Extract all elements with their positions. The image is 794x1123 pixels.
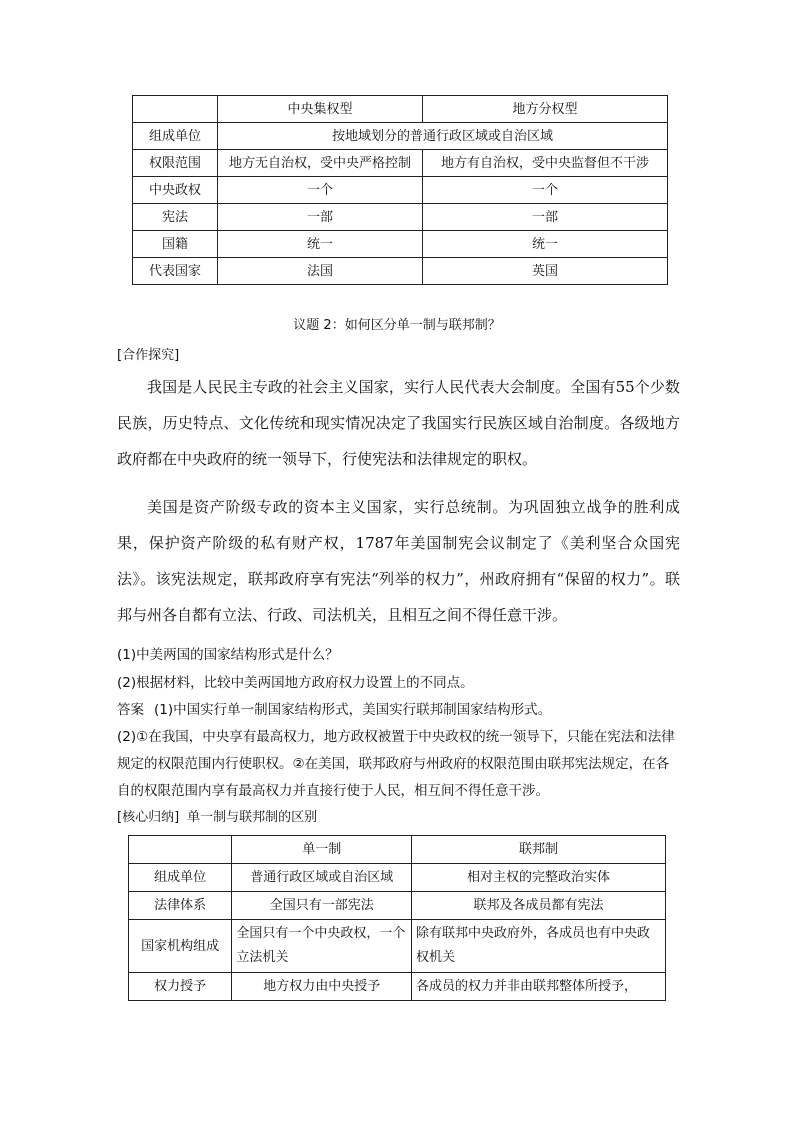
answer-label: 答案 bbox=[117, 702, 144, 718]
table-cell: 全国只有一部宪法 bbox=[232, 892, 412, 920]
table-header-row bbox=[129, 836, 666, 864]
table-cell: 相对主权的完整政治实体 bbox=[412, 864, 666, 892]
row-label: 法律体系 bbox=[129, 892, 232, 920]
table-row bbox=[129, 973, 666, 1001]
material-paragraph-china: 我国是人民民主专政的社会主义国家，实行人民代表大会制度。全国有55个少数民族，历史特点、文化传统和现实情况决定了我国实行民族区域自治制度。各级地方政府都在中央政府的统一领导下，行使宪法和法律规定的职权。 bbox=[117, 378, 680, 468]
header-cell-federal: 联邦制 bbox=[412, 836, 666, 864]
table-cell: 全国只有一个中央政权，一个立法机关 bbox=[232, 920, 412, 973]
question-2: (2)根据材料，比较中美两国地方政府权力设置上的不同点。 bbox=[117, 675, 474, 691]
table-cell: 统一 bbox=[423, 231, 668, 258]
table-cell: 地方无自治权，受中央严格控制 bbox=[218, 150, 423, 177]
row-label: 中央政权 bbox=[133, 177, 218, 204]
table-cell: 普通行政区域或自治区域 bbox=[232, 864, 412, 892]
table-cell: 除有联邦中央政府外，各成员也有中央政权机关 bbox=[412, 920, 666, 973]
answer-1-text: (1)中国实行单一制国家结构形式，美国实行联邦制国家结构形式。 bbox=[154, 702, 552, 718]
row-label: 组成单位 bbox=[133, 123, 218, 150]
table-cell: 各成员的权力并非由联邦整体所授予， bbox=[412, 973, 666, 1001]
table-cell: 一个 bbox=[218, 177, 423, 204]
unitary-vs-federal-table bbox=[128, 835, 666, 1001]
row-label: 权限范围 bbox=[133, 150, 218, 177]
centralized-vs-decentralized-table bbox=[132, 95, 668, 285]
table-cell: 法国 bbox=[218, 258, 423, 285]
table-cell: 统一 bbox=[218, 231, 423, 258]
table-row bbox=[133, 204, 668, 231]
header-cell-empty bbox=[133, 96, 218, 123]
row-label: 代表国家 bbox=[133, 258, 218, 285]
core-summary-label: [核心归纳] bbox=[117, 810, 180, 825]
answer-block bbox=[117, 697, 680, 805]
table-cell: 地方有自治权，受中央监督但不干涉 bbox=[423, 150, 668, 177]
row-label: 国籍 bbox=[133, 231, 218, 258]
row-label: 组成单位 bbox=[129, 864, 232, 892]
row-label: 国家机构组成 bbox=[129, 920, 232, 973]
merged-cell: 按地域划分的普通行政区域或自治区域 bbox=[218, 123, 668, 150]
table-row bbox=[129, 864, 666, 892]
table-row bbox=[133, 150, 668, 177]
header-cell-unitary: 单一制 bbox=[232, 836, 412, 864]
table-row bbox=[129, 892, 666, 920]
table-row bbox=[133, 177, 668, 204]
answer-2-text: (2)①在我国，中央享有最高权力，地方政权被置于中央政权的统一领导下，只能在宪法和法律规定的权限范围内行使职权。②在美国，联邦政府与州政府的权限范围由联邦宪法规定，在各自的权限范围内享有最高权力并直接行使于人民，相互间不得任意干涉。 bbox=[117, 729, 675, 799]
table-header-row bbox=[133, 96, 668, 123]
table-cell: 一部 bbox=[423, 204, 668, 231]
core-summary-title: 单一制与联邦制的区别 bbox=[187, 810, 318, 825]
table-cell: 联邦及各成员都有宪法 bbox=[412, 892, 666, 920]
topic-heading: 议题 2：如何区分单一制与联邦制？ bbox=[293, 318, 501, 333]
table-cell: 英国 bbox=[423, 258, 668, 285]
header-cell-centralized: 中央集权型 bbox=[218, 96, 423, 123]
material-paragraph-usa: 美国是资产阶级专政的资本主义国家，实行总统制。为巩固独立战争的胜利成果，保护资产阶级的私有财产权，1787年美国制宪会议制定了《美利坚合众国宪法》。该宪法规定，联邦政府享有宪法“列举的权力”，州政府拥有“保留的权力”。联邦与州各自都有立法、行政、司法机关，且相互之间不得任意干涉。 bbox=[117, 498, 680, 624]
answer-line-1 bbox=[117, 697, 680, 724]
header-cell-decentralized: 地方分权型 bbox=[423, 96, 668, 123]
question-1: (1)中美两国的国家结构形式是什么？ bbox=[117, 647, 339, 663]
core-summary-heading bbox=[117, 806, 317, 825]
row-label: 宪法 bbox=[133, 204, 218, 231]
table-cell: 一部 bbox=[218, 204, 423, 231]
table-cell: 地方权力由中央授予 bbox=[232, 973, 412, 1001]
table-row bbox=[133, 258, 668, 285]
table-cell: 一个 bbox=[423, 177, 668, 204]
header-cell-empty bbox=[129, 836, 232, 864]
table-row bbox=[133, 123, 668, 150]
table-row bbox=[129, 920, 666, 973]
cooperative-exploration-label: [合作探究] bbox=[117, 348, 180, 363]
row-label: 权力授予 bbox=[129, 973, 232, 1001]
table-row bbox=[133, 231, 668, 258]
